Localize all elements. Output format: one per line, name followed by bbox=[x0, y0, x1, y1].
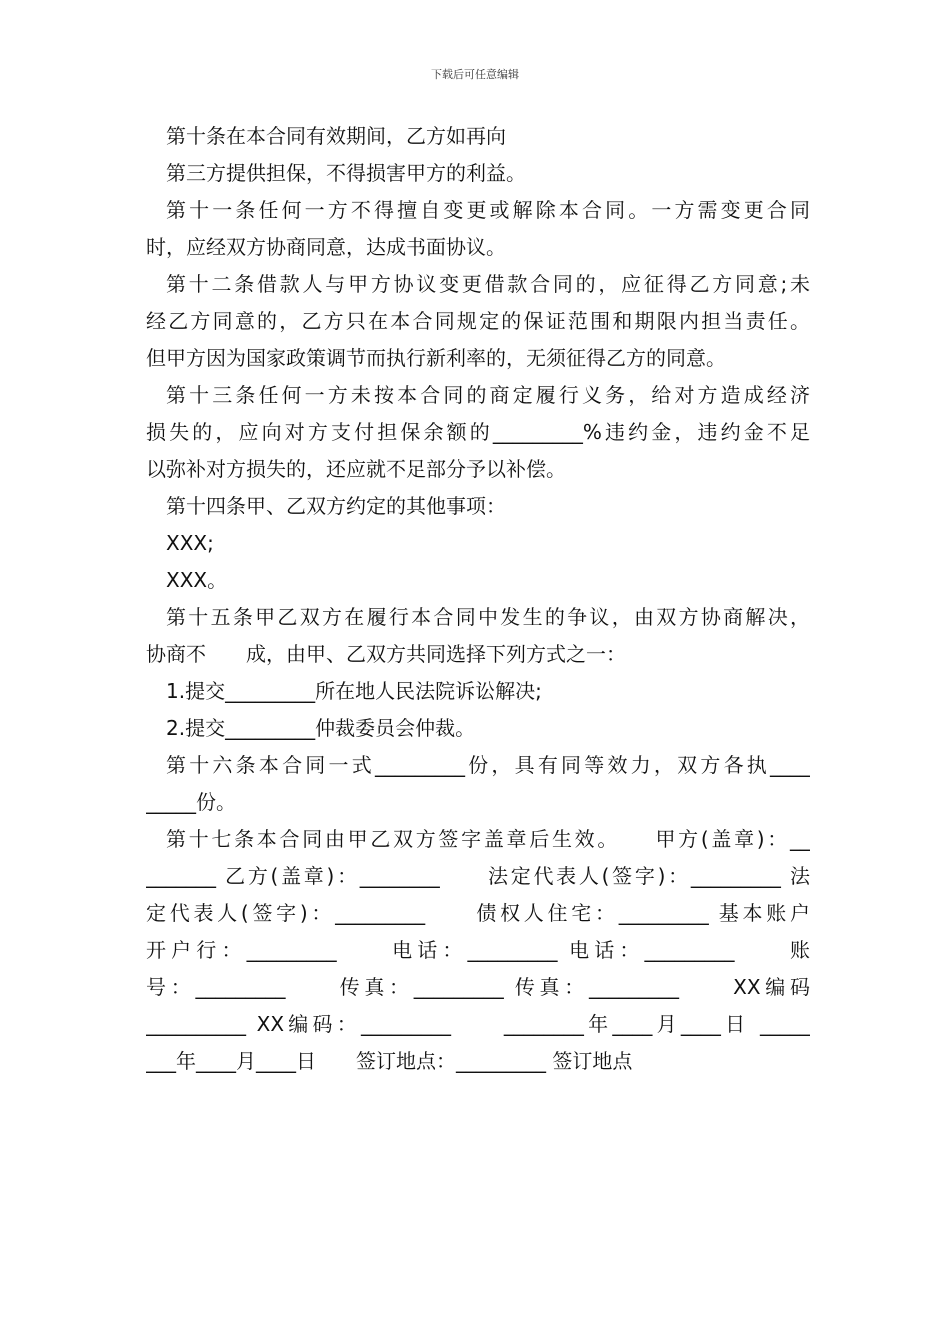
text-line: 第十二条借款人与甲方协议变更借款合同的，应征得乙方同意;未 bbox=[166, 272, 810, 296]
text-line: 开户行：_________ 电话：_________ 电话：_________ 账 bbox=[146, 938, 810, 962]
text-line: 定代表人(签字)：_________ 债权人住宅：_________ 基本账户 bbox=[146, 901, 810, 925]
text-line: 以弥补对方损失的，还应就不足部分予以补偿。 bbox=[146, 457, 566, 481]
text-line: 时，应经双方协商同意，达成书面协议。 bbox=[146, 235, 506, 259]
text-line: 第十六条本合同一式_________份，具有同等效力，双方各执____ bbox=[166, 753, 810, 777]
text-line: ___年____月____日 签订地点：_________ 签订地点 bbox=[146, 1049, 633, 1073]
text-line: 第十一条任何一方不得擅自变更或解除本合同。一方需变更合同 bbox=[166, 198, 810, 222]
page-header: 下载后可任意编辑 bbox=[431, 68, 519, 81]
text-line: 第十条在本合同有效期间，乙方如再向 bbox=[166, 124, 506, 148]
text-line: 2.提交_________仲裁委员会仲裁。 bbox=[166, 716, 476, 740]
contract-body bbox=[146, 118, 810, 1080]
text-line: 协商不 成，由甲、乙双方共同选择下列方式之一： bbox=[146, 642, 626, 666]
text-line: _____份。 bbox=[146, 790, 236, 814]
text-line: 第三方提供担保，不得损害甲方的利益。 bbox=[166, 161, 526, 185]
text-line: __________ XX编码：_________ ________年____月____日 _____ bbox=[146, 1012, 810, 1036]
text-line: 损失的，应向对方支付担保余额的_________%违约金，违约金不足 bbox=[146, 420, 810, 444]
text-line: 第十三条任何一方未按本合同的商定履行义务，给对方造成经济 bbox=[166, 383, 810, 407]
text-line: _______ 乙方(盖章)：________ 法定代表人(签字)：_________ 法 bbox=[146, 864, 810, 888]
text-line: 经乙方同意的，乙方只在本合同规定的保证范围和期限内担当责任。 bbox=[146, 309, 810, 333]
text-line: XXX。 bbox=[166, 568, 228, 592]
text-line: 第十五条甲乙双方在履行本合同中发生的争议，由双方协商解决， bbox=[166, 605, 810, 629]
text-line: 但甲方因为国家政策调节而执行新利率的，无须征得乙方的同意。 bbox=[146, 346, 726, 370]
text-line: 第十四条甲、乙双方约定的其他事项： bbox=[166, 494, 506, 518]
text-line: 1.提交_________所在地人民法院诉讼解决; bbox=[166, 679, 542, 703]
text-line: 第十七条本合同由甲乙双方签字盖章后生效。 甲方(盖章)：__ bbox=[166, 827, 810, 851]
text-line: XXX; bbox=[166, 531, 214, 555]
text-line: 号：_________ 传真：_________ 传真：_________ XX编码 bbox=[146, 975, 810, 999]
